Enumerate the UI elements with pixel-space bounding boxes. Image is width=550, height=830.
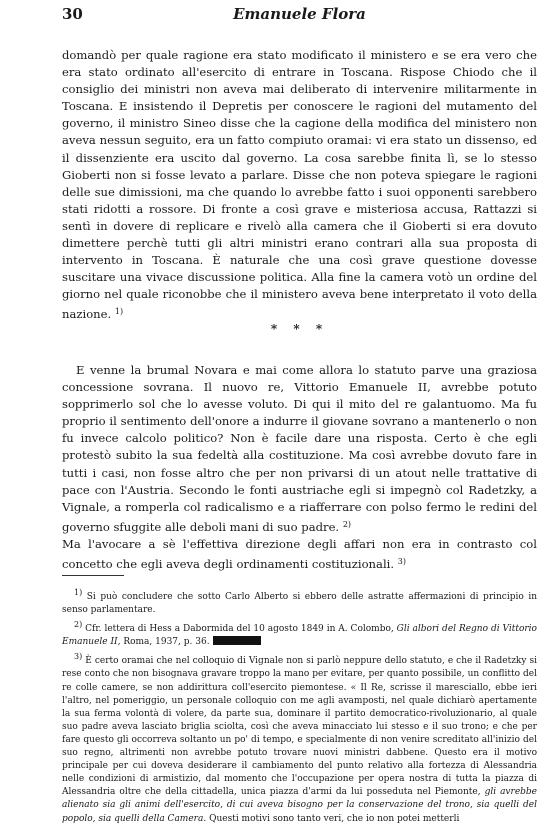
- footnote-emphasis: gli avrebbe alienato sia gli animi dell'esercito, di cui aveva bisogno per la conservazione del trono, sia quelli del popolo, sia quelli della Camera.: [62, 787, 537, 824]
- footnote-3: [62, 650, 537, 825]
- footnote-text: Si può concludere che sotto Carlo Alberto si ebbero delle astratte affermazioni di principio in senso parlamentare.: [62, 592, 537, 616]
- footnote-label: 3): [74, 652, 83, 662]
- page-header: [62, 3, 537, 25]
- footnote-ref: 1): [114, 307, 124, 317]
- paragraph: [62, 47, 537, 324]
- main-text-second: [62, 362, 537, 573]
- main-text-first: [62, 47, 537, 324]
- footnote-1: [62, 586, 537, 617]
- section-separator: * * *: [270, 322, 329, 336]
- footnote-text: Questi motivi sono tanto veri, che io non potei metterli: [209, 813, 460, 824]
- redaction-mark: [213, 636, 261, 645]
- footnotes: [62, 586, 537, 827]
- footnote-text: Roma, 1937, p. 36.: [123, 637, 210, 648]
- footnote-ref: 3): [397, 557, 406, 567]
- paragraph: [62, 362, 537, 536]
- footnote-book-title: Gli albori del Regno di Vittorio Emanuele II,: [62, 624, 537, 648]
- paragraph-text: Ma l'avocare a sè l'effettiva direzione degli affari non era in contrasto col concetto che egli aveva degli ordinamenti costituzionali.: [62, 536, 537, 572]
- running-title: Emanuele Flora: [233, 5, 366, 23]
- footnote-rule: [62, 575, 124, 576]
- footnote-ref: 2): [342, 519, 352, 529]
- footnote-text: Cfr. lettera di Hess a Dabormida del 10 agosto 1849 in A. Colombo,: [85, 624, 394, 635]
- paragraph: [62, 536, 537, 573]
- paragraph-text: domandò per quale ragione era stato modificato il ministero e se era vero che era stato ordinato all'esercito di entrare in Toscana. Rispose Chiodo che il consiglio dei ministri non aveva mai deliberato di intervenire militarmente in Toscana. E insistendo il Depretis per conoscere le ragioni del mutamento del governo, il ministro Sineo disse che la cagione della modifica del ministero non aveva nessun seguito, era un fatto compiuto oramai: vi era stato un dissenso, ed il dissenziente era uscito dal governo. La cosa sarebbe finita lì, se lo stesso Gioberti non si fosse levato a parlare. Disse che non poteva spiegare le ragioni delle sue dimissioni, ma che quando lo avrebbe fatto i suoi opponenti sarebbero stati ridotti a rossore. Di fronte a così grave e misteriosa accusa, Rattazzi si sentì in dovere di replicare e rivelò alla camera che il Gioberti si era dovuto dimettere perchè tutti gli altri ministri erano contrari alla sua proposta di intervento in Toscana. È naturale che una così grave questione dovesse suscitare una vivace discussione politica. Alla fine la camera votò un ordine del giorno nel quale riconobbe che il ministero aveva bene interpretato il voto della nazione.: [62, 48, 537, 322]
- paragraph-text: E venne la brumal Novara e mai come allora lo statuto parve una graziosa concessione sovrana. Il nuovo re, Vittorio Emanuele II, avrebbe potuto sopprimerlo sol che lo avesse voluto. Di qui il mito del re galantuomo. Ma fu proprio il sentimento dell'onore a indurre il giovane sovrano a mantenerlo o non fu invece calcolo politico? Non è facile dare una risposta. Certo è che egli protestò subito la sua fedeltà alla costituzione. Ma così avrebbe dovuto fare in tutti i casi, non fosse altro che per non privarsi di un atout nelle trattative di pace con l'Austria. Secondo le fonti austriache egli si impegnò col Radetzky, a Vignale, a romperla col radicalismo e a riafferrare con polso fermo le redini del governo sfuggite alle deboli mani di suo padre.: [62, 363, 537, 534]
- page-number: 30: [62, 5, 83, 23]
- footnote-label: 1): [74, 588, 83, 597]
- footnote-text: È certo oramai che nel colloquio di Vignale non si parlò neppure dello statuto, e che il Radetzky si rese conto che non bisognava gravare troppo la mano per evitare, per quanto possibile, un conflitto del re colle camere, se non addirittura coll'esercito piemontese. « Il Re, scrisse il maresciallo, ebbe ieri l'altro, nel pomeriggio, un personale colloquio con me agli avamposti, nel quale dichiarò apertamente la sua ferma volontà di volere, da parte sua, dominare il partito democratico-rivoluzionario, al quale suo padre aveva lasciato briglia sciolta, così che aveva minacciato lui stesso e il suo trono; e che per fare questo gli occorreva soltanto un po' di tempo, e specialmente di non venire screditato all'inizio del suo regno, altrimenti non avrebbe potuto trovare nuovi ministri dabbene. Questo era il motivo principale per cui doveva desiderare il cambiamento del punto relativo alla fortezza di Alessandria nelle condizioni di armistizio, dal momento che l'occupazione per opera nostra di tutta la piazza di Alessandria oltre che della cittadella, unica piazza d'armi da lui posseduta nel Piemonte,: [62, 656, 537, 798]
- footnote-label: 2): [74, 620, 83, 630]
- footnote-2: [62, 618, 537, 649]
